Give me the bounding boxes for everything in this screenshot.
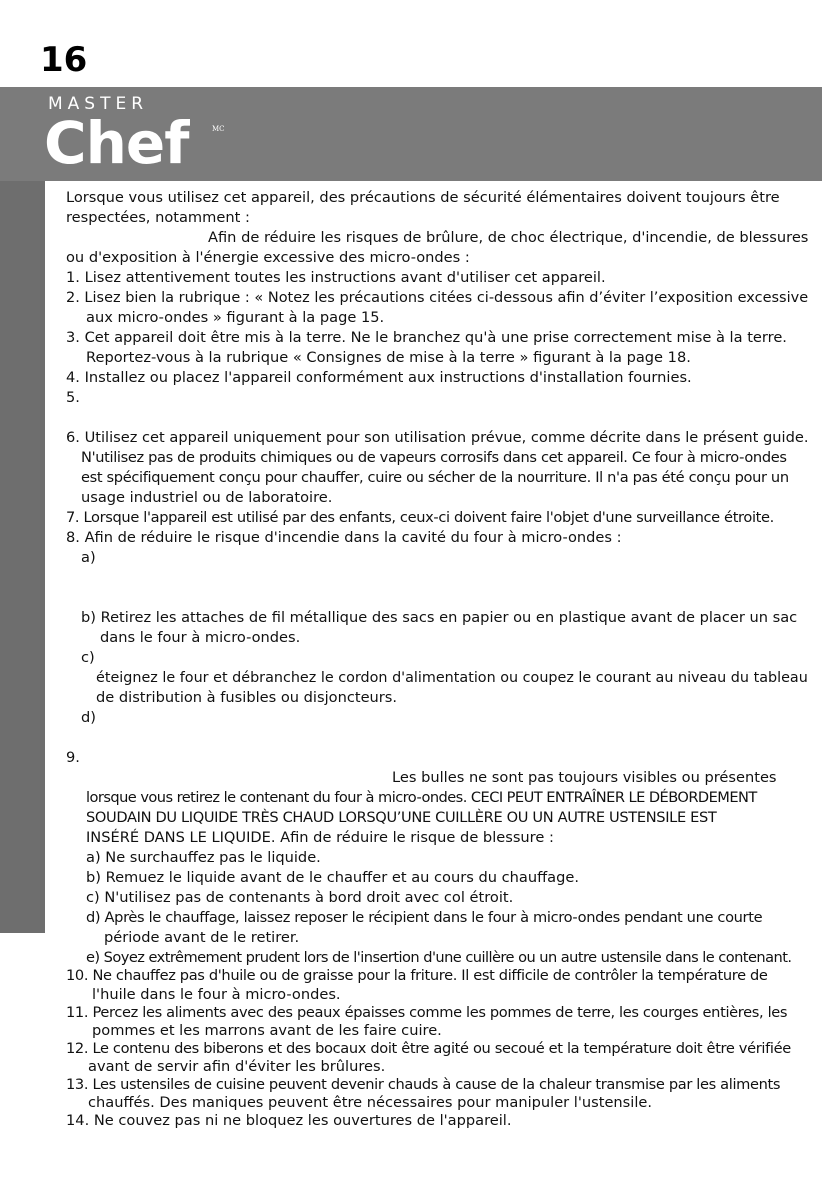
text-line: usage industriel ou de laboratoire. — [81, 489, 333, 506]
list-item: 5. — [66, 389, 80, 406]
text-line: dans le four à micro-ondes. — [100, 629, 301, 646]
side-color-bar — [0, 181, 45, 933]
list-item: 2. Lisez bien la rubrique : « Notez les précautions citées ci-dessous afin d’éviter l’exposition excessive — [66, 289, 809, 306]
list-item: 11. Percez les aliments avec des peaux épaisses comme les pommes de terre, les courges entières, les — [66, 1004, 788, 1021]
brand-chef-logo: Chef — [44, 109, 189, 177]
sub-item: d) Après le chauffage, laissez reposer le récipient dans le four à micro-ondes pendant une courte — [86, 909, 763, 926]
sub-item: a) — [81, 549, 96, 566]
text-line: chauffés. Des maniques peuvent être nécessaires pour manipuler l'ustensile. — [88, 1094, 653, 1111]
text-line: Reportez-vous à la rubrique « Consignes de mise à la terre » figurant à la page 18. — [86, 349, 691, 366]
text-line: INSÉRÉ DANS LE LIQUIDE. Afin de réduire le risque de blessure : — [86, 829, 554, 846]
text-line: est spécifiquement conçu pour chauffer, cuire ou sécher de la nourriture. Il n'a pas été conçu pour un — [81, 469, 789, 486]
list-item: 3. Cet appareil doit être mis à la terre. Ne le branchez qu'à une prise correctement mise à la terre. — [66, 329, 787, 346]
list-item: 7. Lorsque l'appareil est utilisé par des enfants, ceux-ci doivent faire l'objet d'une surveillance étroite. — [66, 509, 774, 526]
list-item: 6. Utilisez cet appareil uniquement pour son utilisation prévue, comme décrite dans le présent guide. — [66, 429, 809, 446]
list-item: 4. Installez ou placez l'appareil conformément aux instructions d'installation fournies. — [66, 369, 692, 386]
text-line: éteignez le four et débranchez le cordon d'alimentation ou coupez le courant au niveau du tableau — [96, 669, 808, 686]
list-item: 1. Lisez attentivement toutes les instructions avant d'utiliser cet appareil. — [66, 269, 606, 286]
text-line: l'huile dans le four à micro-ondes. — [92, 986, 341, 1003]
sub-item: b) Remuez le liquide avant de le chauffer et au cours du chauffage. — [86, 869, 579, 886]
text-line: ou d'exposition à l'énergie excessive des micro-ondes : — [66, 249, 470, 266]
brand-trademark-mark: MC — [212, 125, 225, 133]
sub-item: b) Retirez les attaches de fil métallique des sacs en papier ou en plastique avant de placer un sac — [81, 609, 798, 626]
text-line: Afin de réduire les risques de brûlure, de choc électrique, d'incendie, de blessures — [208, 229, 809, 246]
list-item: 14. Ne couvez pas ni ne bloquez les ouvertures de l'appareil. — [66, 1112, 512, 1129]
sub-item: c) N'utilisez pas de contenants à bord droit avec col étroit. — [86, 889, 514, 906]
brand-master-text: MASTER — [48, 94, 149, 114]
text-line: avant de servir afin d'éviter les brûlures. — [88, 1058, 386, 1075]
text-line: Lorsque vous utilisez cet appareil, des précautions de sécurité élémentaires doivent toujours être — [66, 189, 780, 206]
text-line: lorsque vous retirez le contenant du four à micro-ondes. CECI PEUT ENTRAÎNER LE DÉBORDEMENT — [86, 789, 757, 806]
list-item: 8. Afin de réduire le risque d'incendie dans la cavité du four à micro-ondes : — [66, 529, 622, 546]
text-line: pommes et les marrons avant de les faire cuire. — [92, 1022, 442, 1039]
text-line: période avant de le retirer. — [104, 929, 300, 946]
sub-item: c) — [81, 649, 95, 666]
page-number: 16 — [40, 40, 88, 80]
list-item: 13. Les ustensiles de cuisine peuvent devenir chauds à cause de la chaleur transmise par les aliments — [66, 1076, 781, 1093]
list-item: 12. Le contenu des biberons et des bocaux doit être agité ou secoué et la température doit être vérifiée — [66, 1040, 791, 1057]
sub-item: a) Ne surchauffez pas le liquide. — [86, 849, 321, 866]
text-line: aux micro-ondes » figurant à la page 15. — [86, 309, 385, 326]
text-line: SOUDAIN DU LIQUIDE TRÈS CHAUD LORSQU’UNE CUILLÈRE OU UN AUTRE USTENSILE EST — [86, 809, 717, 826]
text-line: N'utilisez pas de produits chimiques ou de vapeurs corrosifs dans cet appareil. Ce four à micro-ondes — [81, 449, 787, 466]
list-item: 9. — [66, 749, 80, 766]
text-line: Les bulles ne sont pas toujours visibles ou présentes — [392, 769, 777, 786]
list-item: 10. Ne chauffez pas d'huile ou de graisse pour la friture. Il est difficile de contrôler la température de — [66, 967, 768, 984]
text-line: respectées, notamment : — [66, 209, 250, 226]
sub-item: e) Soyez extrêmement prudent lors de l'insertion d'une cuillère ou un autre ustensile dans le contenant. — [86, 949, 792, 966]
sub-item: d) — [81, 709, 96, 726]
text-line: de distribution à fusibles ou disjoncteurs. — [96, 689, 398, 706]
